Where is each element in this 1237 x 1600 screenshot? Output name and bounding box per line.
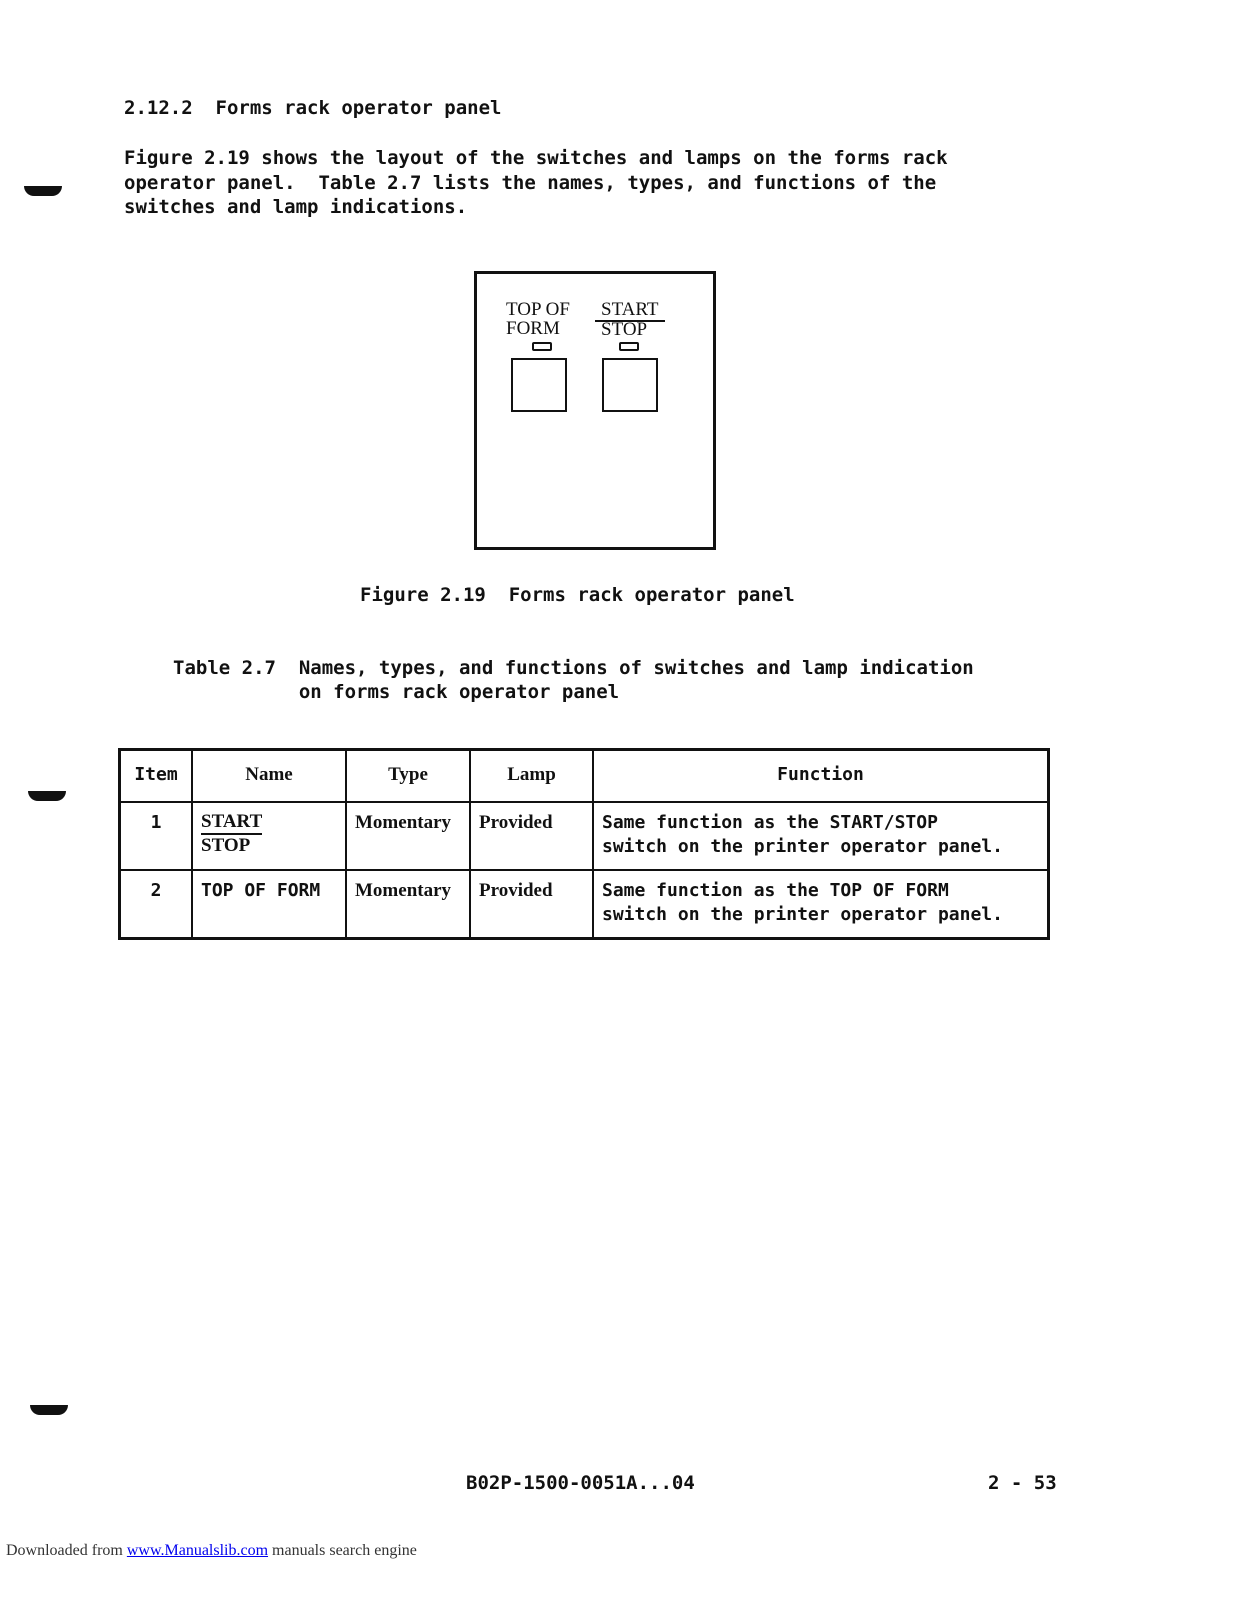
row2-type: Momentary (346, 870, 470, 938)
intro-line-3: switches and lamp indications. (124, 196, 468, 218)
row2-function-line2: switch on the printer operator panel. (602, 904, 1003, 925)
header-item: Item (120, 750, 193, 803)
row1-type: Momentary (346, 802, 470, 870)
intro-line-2: operator panel. Table 2.7 lists the names, types, and functions of the (124, 171, 937, 194)
start-stop-lamp (619, 342, 639, 351)
row1-function-line1: Same function as the START/STOP (602, 812, 938, 833)
row1-function (593, 802, 1049, 870)
page-number: 2 - 53 (988, 1472, 1057, 1494)
download-suffix: manuals search engine (268, 1542, 417, 1559)
top-of-form-switch (511, 358, 567, 412)
row1-name (192, 802, 346, 870)
header-lamp: Lamp (470, 750, 593, 803)
punch-hole-mark-bottom (30, 1405, 68, 1415)
punch-hole-mark-middle (28, 791, 66, 801)
operator-panel-figure (474, 271, 716, 550)
header-function: Function (593, 750, 1049, 803)
manualslib-link[interactable]: www.Manualslib.com (126, 1542, 269, 1559)
intro-line-1: Figure 2.19 shows the layout of the switches and lamps on the forms rack (124, 147, 948, 169)
table-caption-line-2: on forms rack operator panel (173, 681, 620, 703)
row1-item: 1 (120, 802, 193, 870)
top-of-form-lamp (532, 342, 552, 351)
row1-lamp: Provided (470, 802, 593, 870)
download-prefix: Downloaded from (6, 1542, 127, 1559)
row2-item: 2 (120, 870, 193, 938)
table-row (120, 870, 1049, 938)
download-footer (6, 1542, 417, 1560)
punch-hole-mark-top (24, 186, 62, 196)
table-caption (173, 656, 974, 704)
start-label: START (601, 299, 659, 320)
figure-caption: Figure 2.19 Forms rack operator panel (360, 584, 795, 606)
switch-functions-table (118, 748, 1050, 940)
document-number: B02P-1500-0051A...04 (466, 1472, 695, 1494)
stop-label: STOP (601, 319, 648, 340)
header-name: Name (192, 750, 346, 803)
row2-function-line1: Same function as the TOP OF FORM (602, 880, 949, 901)
row1-function-line2: switch on the printer operator panel. (602, 836, 1003, 857)
start-stop-switch (602, 358, 658, 412)
table-caption-line-1: Table 2.7 Names, types, and functions of switches and lamp indication (173, 657, 974, 679)
row2-lamp: Provided (470, 870, 593, 938)
top-of-form-label-line1: TOP OF (506, 299, 570, 320)
row1-name-top: START (201, 811, 262, 835)
intro-paragraph (124, 146, 948, 220)
row2-function (593, 870, 1049, 938)
row2-name: TOP OF FORM (192, 870, 346, 938)
header-type: Type (346, 750, 470, 803)
section-heading: 2.12.2 Forms rack operator panel (124, 97, 502, 119)
table-header-row (120, 750, 1049, 803)
top-of-form-label-line2: FORM (506, 318, 560, 339)
row1-name-bottom: STOP (201, 835, 251, 856)
table-row (120, 802, 1049, 870)
